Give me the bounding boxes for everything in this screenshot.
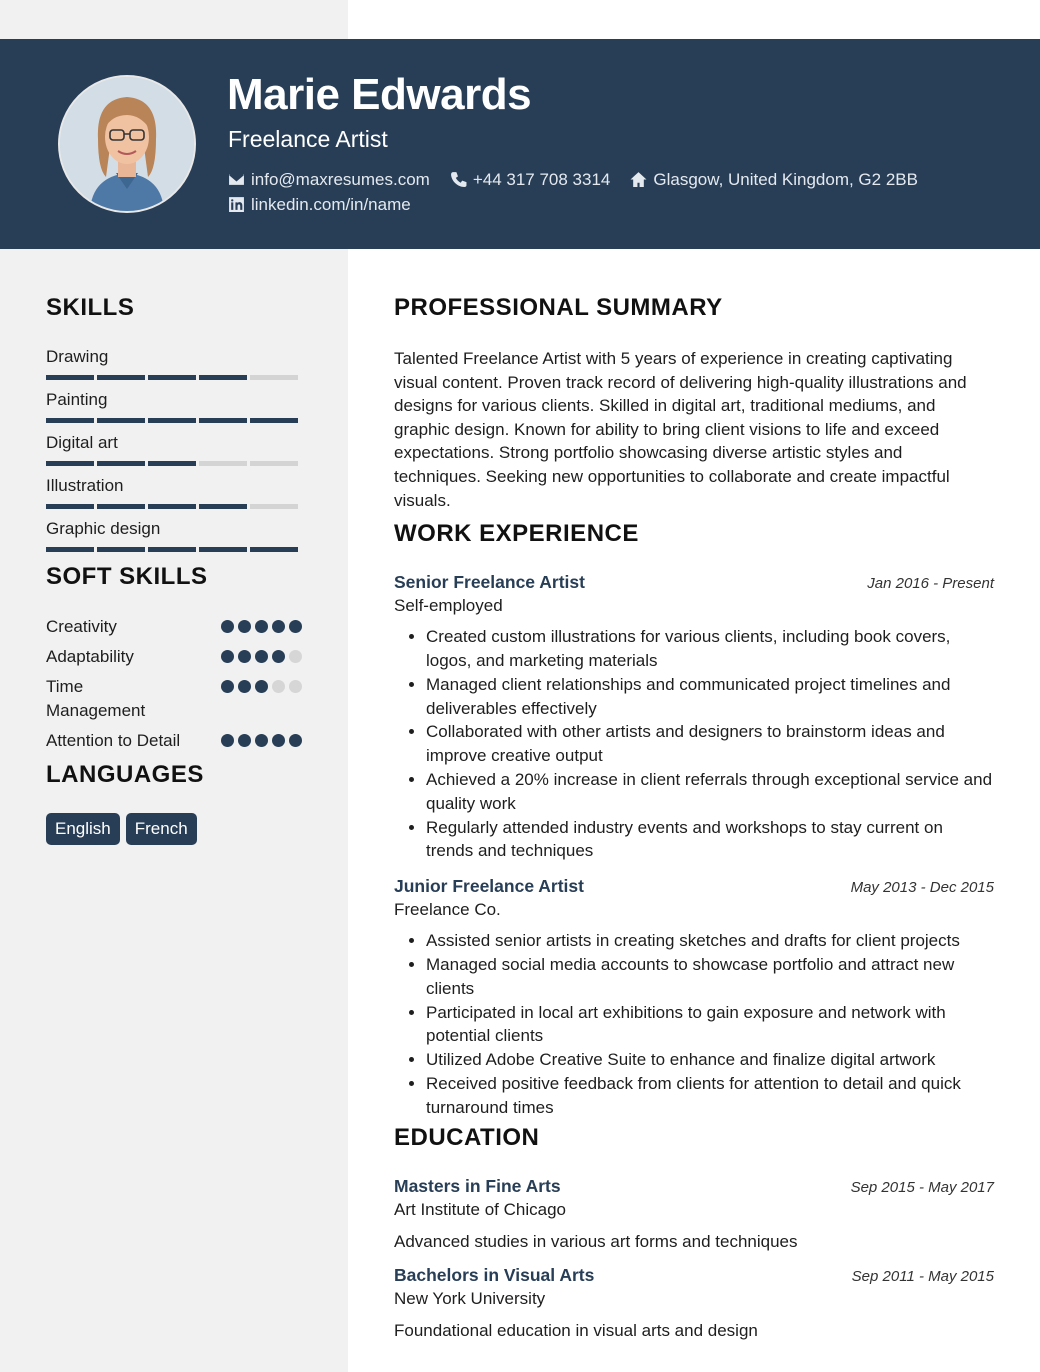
job-bullet: • Assisted senior artists in creating sketches and drafts for client projects: [426, 929, 994, 953]
job-date: Jan 2016 - Present: [867, 575, 994, 593]
job-bullet: • Achieved a 20% increase in client referrals through exceptional service and quality work: [426, 768, 994, 816]
job-company: Freelance Co.: [394, 900, 501, 920]
education-degree: Bachelors in Visual Arts: [394, 1264, 595, 1285]
soft-skill-item: [46, 675, 302, 723]
education-header: [394, 1176, 994, 1197]
skill-level-segment: [199, 547, 247, 552]
skill-level-segment: [97, 504, 145, 509]
job-entry: [394, 572, 994, 863]
education-entry: [394, 1176, 994, 1253]
avatar: [58, 75, 196, 213]
resume-header: [0, 39, 1040, 249]
education-title: EDUCATION: [394, 1123, 540, 1151]
soft-skill-label: Time Management: [46, 677, 146, 720]
skill-item: [46, 389, 302, 432]
rating-dot: [255, 680, 268, 693]
soft-skill-label: Creativity: [46, 617, 117, 636]
skill-level-segment: [46, 547, 94, 552]
contact-info: [228, 167, 938, 217]
skill-label: Painting: [46, 390, 108, 409]
phone-icon: [450, 171, 467, 188]
skill-level-segment: [199, 375, 247, 380]
job-entry: [394, 876, 994, 1119]
job-bullet: • Created custom illustrations for various clients, including book covers, logos, and marketing materials: [426, 625, 994, 673]
skill-level-segment: [46, 375, 94, 380]
skill-level-segment: [97, 547, 145, 552]
skill-level-segment: [97, 375, 145, 380]
skill-level-segment: [148, 504, 196, 509]
profile-photo: [60, 77, 194, 211]
rating-dot: [255, 620, 268, 633]
skill-level-bar: [46, 418, 302, 423]
education-description: Advanced studies in various art forms and techniques: [394, 1231, 798, 1251]
rating-dot: [289, 650, 302, 663]
rating-dot: [289, 680, 302, 693]
skill-level-segment: [250, 418, 298, 423]
rating-dot: [221, 734, 234, 747]
job-company: Self-employed: [394, 596, 503, 616]
work-list: [394, 572, 994, 1119]
job-date: May 2013 - Dec 2015: [850, 879, 994, 897]
languages-list: [46, 813, 302, 845]
job-bullets: [394, 929, 994, 1119]
skill-level-bar: [46, 375, 302, 380]
soft-skill-rating: [217, 680, 302, 693]
job-header: [394, 876, 994, 897]
candidate-title: Freelance Artist: [228, 126, 388, 152]
skill-level-segment: [250, 504, 298, 509]
education-header: [394, 1265, 994, 1286]
job-bullet: • Managed social media accounts to showcase portfolio and attract new clients: [426, 953, 994, 1001]
skill-item: [46, 518, 302, 561]
soft-skill-label: Adaptability: [46, 647, 134, 666]
address-text: Glasgow, United Kingdom, G2 2BB: [653, 169, 918, 189]
job-bullet: • Received positive feedback from clients for attention to detail and quick turnaround times: [426, 1072, 994, 1120]
skill-level-segment: [97, 418, 145, 423]
skill-item: [46, 475, 302, 518]
skill-label: Graphic design: [46, 519, 161, 538]
skill-level-segment: [199, 461, 247, 466]
summary-text: Talented Freelance Artist with 5 years of experience in creating captivating visual content. Proven track record of delivering high-quality illustrations and designs for various clients. Skilled in digital art, traditional mediums, and graphic design. Known for ability to bring client visions to life and exceed expectations. Strong portfolio showcasing diverse artistic styles and techniques. Seeking new opportunities to collaborate and create impactful visuals.: [394, 349, 967, 510]
soft-skill-rating: [217, 650, 302, 663]
skill-level-segment: [148, 547, 196, 552]
phone-text: +44 317 708 3314: [472, 169, 611, 189]
soft-skill-label: Attention to Detail: [46, 731, 181, 750]
rating-dot: [238, 620, 251, 633]
rating-dot: [272, 650, 285, 663]
job-bullet: • Collaborated with other artists and designers to brainstorm ideas and improve creative output: [426, 720, 994, 768]
education-school: Art Institute of Chicago: [394, 1199, 566, 1219]
rating-dot: [238, 734, 251, 747]
education-date: Sep 2011 - May 2015: [851, 1267, 994, 1285]
skill-level-segment: [46, 504, 94, 509]
soft-skill-item: [46, 729, 302, 753]
language-badge: French: [126, 813, 197, 845]
rating-dot: [221, 650, 234, 663]
rating-dot: [238, 680, 251, 693]
skill-level-segment: [250, 547, 298, 552]
skill-level-segment: [250, 461, 298, 466]
education-school: New York University: [394, 1288, 546, 1308]
skill-level-segment: [199, 418, 247, 423]
skill-level-bar: [46, 461, 302, 466]
left-column: [46, 292, 302, 845]
education-description: Foundational education in visual arts and design: [394, 1320, 758, 1340]
soft-skill-item: [46, 615, 302, 639]
job-bullet: • Managed client relationships and communicated project timelines and deliverables effectively: [426, 673, 994, 721]
languages-title: LANGUAGES: [46, 761, 204, 788]
linkedin-text: linkedin.com/in/name: [251, 194, 411, 214]
skill-level-segment: [199, 504, 247, 509]
skill-level-bar: [46, 504, 302, 509]
skill-level-segment: [97, 461, 145, 466]
soft-skill-rating: [217, 734, 302, 747]
candidate-name: Marie Edwards: [227, 70, 532, 119]
home-icon: [630, 171, 647, 188]
skill-level-segment: [250, 375, 298, 380]
rating-dot: [289, 620, 302, 633]
envelope-icon: [228, 171, 245, 188]
skill-level-segment: [46, 418, 94, 423]
job-header: [394, 572, 994, 593]
education-date: Sep 2015 - May 2017: [850, 1178, 994, 1196]
contact-linkedin[interactable]: [228, 194, 411, 216]
summary-title: PROFESSIONAL SUMMARY: [394, 294, 723, 321]
education-list: [394, 1176, 994, 1342]
soft-skill-item: [46, 645, 302, 669]
contact-phone[interactable]: [450, 169, 611, 191]
rating-dot: [272, 734, 285, 747]
skill-level-bar: [46, 547, 302, 552]
right-column: [394, 292, 994, 1342]
email-text: info@maxresumes.com: [251, 169, 430, 189]
contact-email[interactable]: [228, 169, 430, 191]
contact-address: [630, 169, 918, 191]
skill-level-segment: [148, 418, 196, 423]
soft-skills-title: SOFT SKILLS: [46, 563, 208, 590]
soft-skill-rating: [217, 620, 302, 633]
rating-dot: [289, 734, 302, 747]
soft-skills-list: [46, 615, 302, 753]
education-degree: Masters in Fine Arts: [394, 1175, 561, 1196]
skill-level-segment: [46, 461, 94, 466]
job-bullet: • Participated in local art exhibitions to gain exposure and network with potential clients: [426, 1001, 994, 1049]
rating-dot: [255, 734, 268, 747]
rating-dot: [238, 650, 251, 663]
skill-level-segment: [148, 375, 196, 380]
job-bullet: • Regularly attended industry events and workshops to stay current on trends and techniques: [426, 816, 994, 864]
rating-dot: [255, 650, 268, 663]
job-bullets: [394, 625, 994, 863]
skill-label: Drawing: [46, 347, 109, 366]
education-entry: [394, 1265, 994, 1342]
skill-item: [46, 346, 302, 389]
rating-dot: [221, 620, 234, 633]
skill-label: Illustration: [46, 476, 124, 495]
skill-item: [46, 432, 302, 475]
linkedin-icon: [228, 196, 245, 213]
skill-level-segment: [148, 461, 196, 466]
skills-list: [46, 346, 302, 561]
job-title: Senior Freelance Artist: [394, 572, 585, 593]
rating-dot: [221, 680, 234, 693]
job-title: Junior Freelance Artist: [394, 876, 584, 897]
rating-dot: [272, 620, 285, 633]
skills-title: SKILLS: [46, 294, 135, 321]
work-title: WORK EXPERIENCE: [394, 520, 639, 548]
language-badge: English: [46, 813, 120, 845]
skill-label: Digital art: [46, 433, 118, 452]
rating-dot: [272, 680, 285, 693]
job-bullet: • Utilized Adobe Creative Suite to enhance and finalize digital artwork: [426, 1048, 994, 1072]
